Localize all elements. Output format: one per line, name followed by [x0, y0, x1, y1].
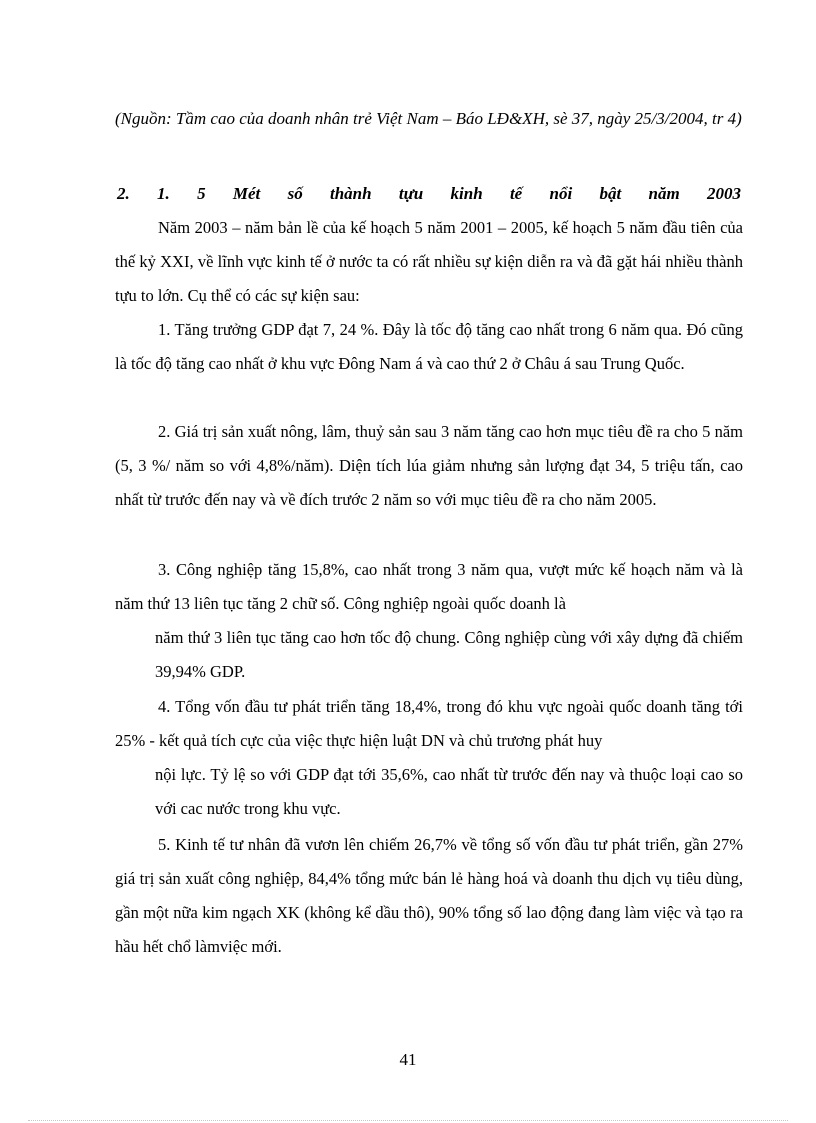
item-text: . Tổng vốn đầu tư phát triển tăng 18,4%, trong đó khu vực ngoài quốc doanh tăng tới 25% - kết quả tích cực của việc thực hiện luật DN và chủ trương phát huy	[115, 697, 743, 750]
list-item-5	[115, 828, 743, 964]
list-item-4-continuation: nội lực. Tỷ lệ so với GDP đạt tới 35,6%, cao nhất từ trước đến nay và thuộc loại cao so với cac nước trong khu vực.	[155, 765, 743, 818]
item-number: 4	[158, 697, 167, 716]
item-number: 5	[158, 835, 167, 854]
intro-paragraph: Năm 2003 – năm bản lề của kế hoạch 5 năm 2001 – 2005, kế hoạch 5 năm đầu tiên của thế kỷ XXI, về lĩnh vực kinh tế ở nước ta có rất nhiều sự kiện diễn ra và đã gặt hái nhiều thành tựu to lớn. Cụ thể có các sự kiện sau:	[115, 218, 743, 305]
list-item-3	[115, 553, 743, 621]
source-citation: (Nguồn: Tầm cao của doanh nhân trẻ Việt Nam – Báo LĐ&XH, sè 37, ngày 25/3/2004, tr 4)	[115, 109, 742, 128]
section-heading: 2. 1. 5 Mét số thành tựu kinh tế nổi bật năm 2003	[117, 184, 741, 203]
list-item-2	[115, 415, 743, 517]
page-bottom-rule	[28, 1120, 788, 1121]
item-number: 1	[158, 320, 167, 339]
item-number: 2	[158, 422, 167, 441]
list-item-3-continuation: năm thứ 3 liên tục tăng cao hơn tốc độ chung. Công nghiệp cùng với xây dựng đã chiếm 39,94% GDP.	[155, 628, 743, 681]
list-item-1	[115, 313, 743, 381]
page-number: 41	[399, 1050, 417, 1069]
item-number: 3	[158, 560, 167, 579]
item-text: . Giá trị sản xuất nông, lâm, thuỷ sản sau 3 năm tăng cao hơn mục tiêu đề ra cho 5 năm (5, 3 %/ năm so với 4,8%/năm). Diện tích lúa giảm nhưng sản lượng đạt 34, 5 triệu tấn, cao nhất từ trước đến nay và về đích trước 2 năm so với mục tiêu đề ra cho năm 2005.	[115, 422, 743, 509]
item-text: . Tăng trưởng GDP đạt 7, 24 %. Đây là tốc độ tăng cao nhất trong 6 năm qua. Đó cũng là tốc độ tăng cao nhất ở khu vực Đông Nam á và cao thứ 2 ở Châu á sau Trung Quốc.	[115, 320, 743, 373]
item-text: . Công nghiệp tăng 15,8%, cao nhất trong 3 năm qua, vượt mức kế hoạch năm và là năm thứ 13 liên tục tăng 2 chữ số. Công nghiệp ngoài quốc doanh là	[115, 560, 743, 613]
list-item-4	[115, 690, 743, 758]
item-text: . Kinh tế tư nhân đã vươn lên chiếm 26,7% về tổng số vốn đầu tư phát triển, gần 27% giá trị sản xuất công nghiệp, 84,4% tổng mức bán lẻ hàng hoá và doanh thu dịch vụ tiêu dùng, gần một nữa kim ngạch XK (không kể dầu thô), 90% tổng số lao động đang làm việc và tạo ra hầu hết chổ làmviệc mới.	[115, 835, 743, 956]
